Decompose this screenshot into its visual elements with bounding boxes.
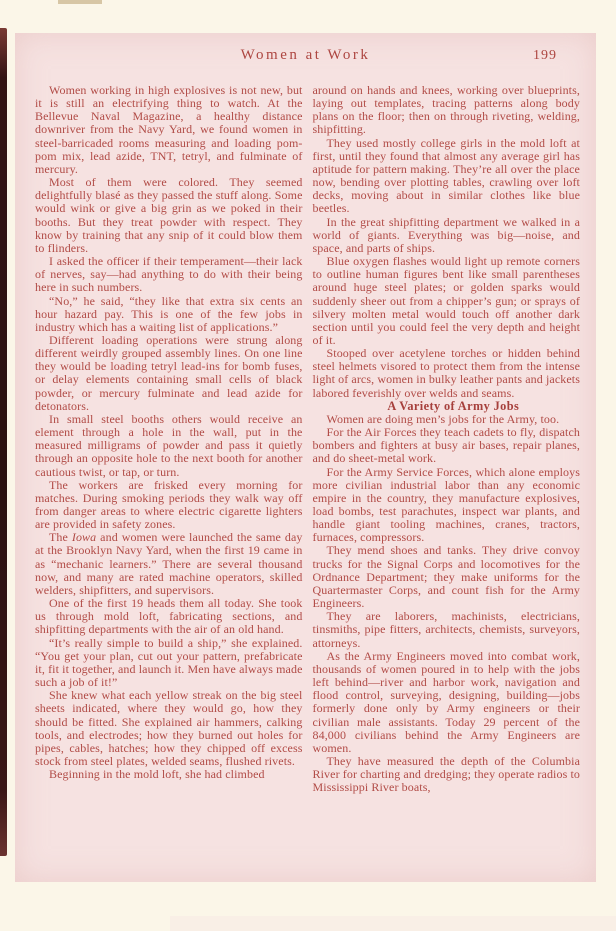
- paragraph: One of the first 19 heads them all today. She took us through mold loft, fabricating sections, and shipfitting departments with the air of an old hand.: [35, 596, 303, 637]
- paragraph: For the Army Service Forces, which alone employs more civilian industrial labor than any economic empire in the country, they manufacture explosives, load bombs, test parachutes, inspect war plants, and handle giant tooling machines, cranes, tractors, furnaces, compressors.: [312, 464, 580, 545]
- paragraph: “No,” he said, “they like that extra six cents an hour hazard pay. This is one of the few jobs in industry which has a waiting list of applications.”: [35, 293, 303, 334]
- paragraph: Women are doing men’s jobs for the Army, too.: [326, 411, 560, 426]
- section-heading: A Variety of Army Jobs: [387, 398, 520, 413]
- paragraph: around on hands and knees, working over blueprints, laying out templates, tracing patterns along body plans on the floor; then on through riveting, welding, shipfitting.: [312, 83, 580, 137]
- book-page: [15, 33, 596, 882]
- scan-edge-artifact: [0, 28, 7, 856]
- paragraph: [35, 531, 303, 597]
- paragraph: For the Air Forces they teach cadets to fly, dispatch bombers and fighters at busy air bases, repair planes, and do sheet-metal work.: [312, 425, 580, 466]
- right-column: [313, 84, 581, 794]
- paragraph: She knew what each yellow streak on the big steel sheets indicated, where they would go, how they should be fitted. She explained air hammers, calking tools, and electrodes; how they burned out holes for pipes, cables, hatches; how they chipped off excess stock from steel plates, welded seams, flushed rivets.: [35, 688, 303, 768]
- paragraph: Beginning in the mold loft, she had climbed: [49, 767, 265, 782]
- scan-bottom-artifact: [170, 916, 616, 931]
- paragraph: I asked the officer if their temperament—their lack of nerves, say—had anything to do with their being here in such numbers.: [35, 254, 303, 295]
- ship-name: Iowa: [71, 530, 97, 545]
- paragraph: They are laborers, machinists, electricians, tinsmiths, pipe fitters, architects, chemists, surveyors, attorneys.: [312, 609, 580, 650]
- paragraph: Women working in high explosives is not new, but it is still an electrifying thing to watch. At the Bellevue Naval Magazine, a healthy distance downriver from the Navy Yard, we found women in steel-barricaded rooms measuring and loading pom-pom mix, lead azide, TNT, tetryl, and fulminate of mercury.: [35, 83, 303, 176]
- paragraph: Stooped over acetylene torches or hidden behind steel helmets visored to protect them from the intense light of arcs, women in bulky leather pants and jackets labored feverishly over welds and seams.: [312, 346, 580, 400]
- paragraph: The workers are frisked every morning for matches. During smoking periods they walk way off from danger areas to where electric cigarette lighters are provided in safety zones.: [35, 477, 303, 532]
- paragraph: Blue oxygen flashes would light up remote corners to outline human figures bent like small parentheses around huge steel plates; or golden sparks would suddenly sheer out from a chipper’s gun; or sprays of silvery molten metal would touch off another dark section until you could feel the very depth and height of it.: [312, 254, 580, 347]
- paragraph-text: The: [49, 530, 72, 545]
- paragraph: They have measured the depth of the Columbia River for charting and dredging; they operate radios to Mississippi River boats,: [312, 753, 580, 795]
- text-columns: [15, 71, 596, 794]
- paragraph: Most of them were colored. They seemed delightfully blasé as they passed the stuff along. Some would wink or give a big grin as we poked in their booths. But they treat powder with respect. They know by training that any snip of it could blow them to flinders.: [35, 175, 303, 255]
- running-header: [15, 47, 596, 71]
- paragraph: As the Army Engineers moved into combat work, thousands of women poured in to help with the jobs left behind—river and harbor work, navigation and flood control, surveying, designing, building—jobs formerly done only by Army engineers or their civilian male assistants. Today 29 percent of the 84,000 civilians behind the Army Engineers are women.: [312, 648, 580, 755]
- left-column: [35, 84, 303, 794]
- paragraph: They mend shoes and tanks. They drive convoy trucks for the Signal Corps and locomotives for the Ordnance Department; they make uniforms for the Quartermaster Corps, and count fish for the Army Engineers.: [312, 543, 580, 611]
- page-title: Women at Work: [240, 47, 371, 63]
- paragraph: “It’s really simple to build a ship,” she explained. “You get your plan, cut out your pattern, prefabricate it, fit it together, and launch it. Men have always made such a job of it!”: [35, 635, 303, 690]
- paragraph: In the great shipfitting department we walked in a world of giants. Everything was big—noise, and space, and parts of ships.: [312, 214, 580, 255]
- paragraph: They used mostly college girls in the mold loft at first, until they found that almost any average girl has aptitude for pattern making. They’re all over the place now, bending over plotting tables, crawling over loft decks, moving about in similar clothes like blue beetles.: [312, 135, 580, 216]
- paragraph: Different loading operations were strung along different weirdly grouped assembly lines. On one line they would be loading tetryl lead-ins for bomb fuses, or delay elements containing small cells of black powder, or mercury fulminate and lead azide for detonators.: [35, 332, 303, 413]
- scan-top-artifact: [58, 0, 102, 4]
- page-number: 199: [533, 48, 557, 63]
- paragraph: In small steel booths others would receive an element through a hole in the wall, put in the measured milligrams of powder and pass it quietly through an opposite hole to the next booth for another cautious twist, or tap, or turn.: [35, 411, 303, 479]
- paragraph-text: and women were launched the same day at the Brooklyn Navy Yard, when the first 19 came in as “mechanic learners.” There are several thousand now, and many are rated machine operators, skilled welders, shipfitters, and supervisors.: [35, 530, 303, 597]
